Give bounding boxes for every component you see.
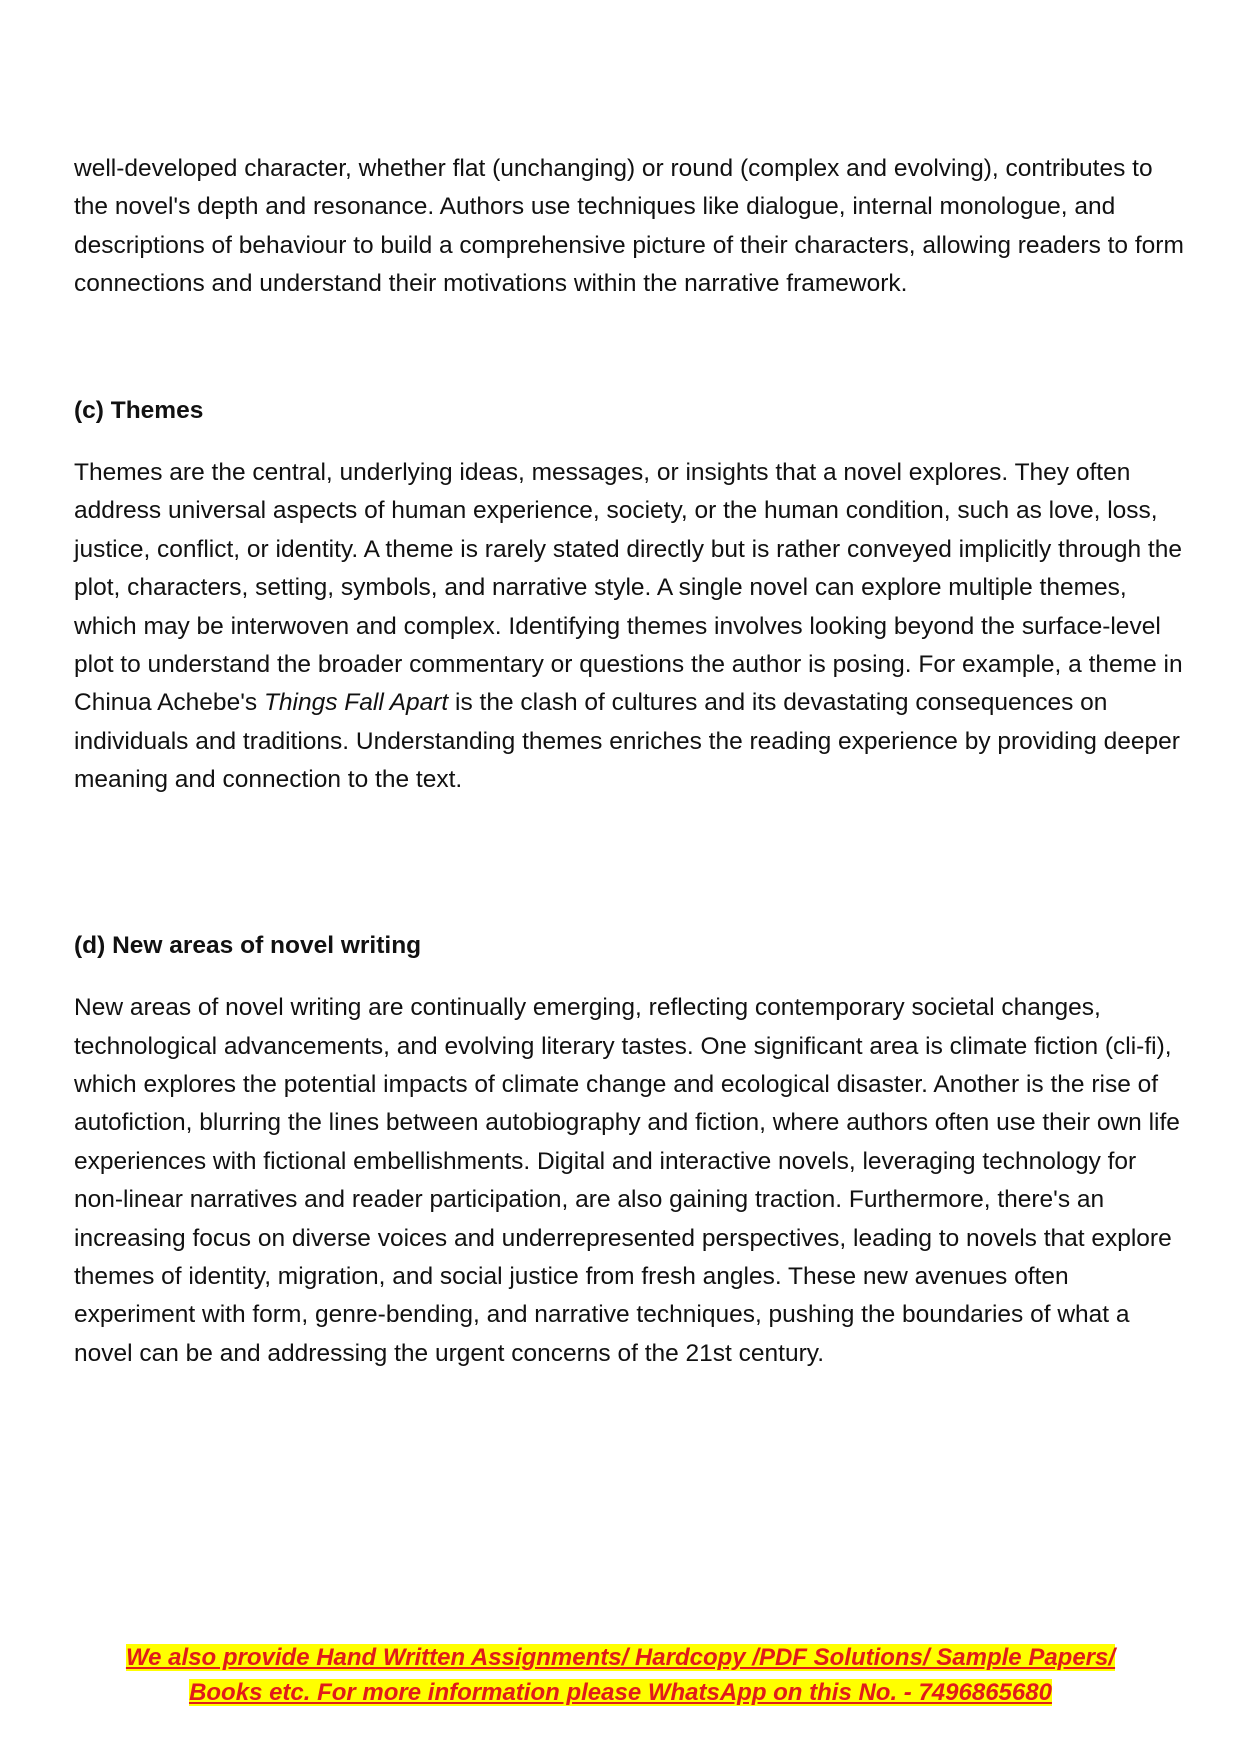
- section-c-heading: (c) Themes: [74, 396, 204, 424]
- promo-line-2: Books etc. For more information please WhatsApp on this No. - 7496865680: [189, 1679, 1052, 1706]
- section-c-text-part1: Themes are the central, underlying ideas, messages, or insights that a novel explores. They often address universal aspects of human experience, society, or the human condition, such as love, loss, justice, conflict, or identity. A theme is rarely stated directly but is rather conveyed implicitly through the plot, characters, setting, symbols, and narrative style. A single novel can explore multiple themes, which may be interwoven and complex. Identifying themes involves looking beyond the surface-level plot to understand the broader commentary or questions the author is posing. For example, a theme in Chinua Achebe's: [74, 459, 1183, 717]
- promo-footer: [0, 1640, 1241, 1710]
- section-c-text-part2: is the clash of cultures and its devastating consequences on individuals and traditions. Understanding themes enriches the reading experience by providing deeper meaning and connection to the text.: [74, 689, 1180, 794]
- document-page: [74, 150, 1184, 1373]
- book-title: Things Fall Apart: [263, 689, 449, 717]
- intro-paragraph: well-developed character, whether flat (unchanging) or round (complex and evolving), contributes to the novel's depth and resonance. Authors use techniques like dialogue, internal monologue, and descriptions of behaviour to build a comprehensive picture of their characters, allowing readers to form connections and understand their motivations within the narrative framework.: [74, 155, 1184, 298]
- section-d-heading: (d) New areas of novel writing: [74, 931, 422, 959]
- promo-line-1: We also provide Hand Written Assignments/ Hardcopy /PDF Solutions/ Sample Papers/: [125, 1644, 1116, 1671]
- section-d-paragraph: New areas of novel writing are continually emerging, reflecting contemporary societal changes, technological advancements, and evolving literary tastes. One significant area is climate fiction (cli-fi), which explores the potential impacts of climate change and ecological disaster. Another is the rise of autofiction, blurring the lines between autobiography and fiction, where authors often use their own life experiences with fictional embellishments. Digital and interactive novels, leveraging technology for non-linear narratives and reader participation, are also gaining traction. Furthermore, there's an increasing focus on diverse voices and underrepresented perspectives, leading to novels that explore themes of identity, migration, and social justice from fresh angles. These new avenues often experiment with form, genre-bending, and narrative techniques, pushing the boundaries of what a novel can be and addressing the urgent concerns of the 21st century.: [74, 994, 1180, 1367]
- section-c-paragraph: [74, 454, 1184, 800]
